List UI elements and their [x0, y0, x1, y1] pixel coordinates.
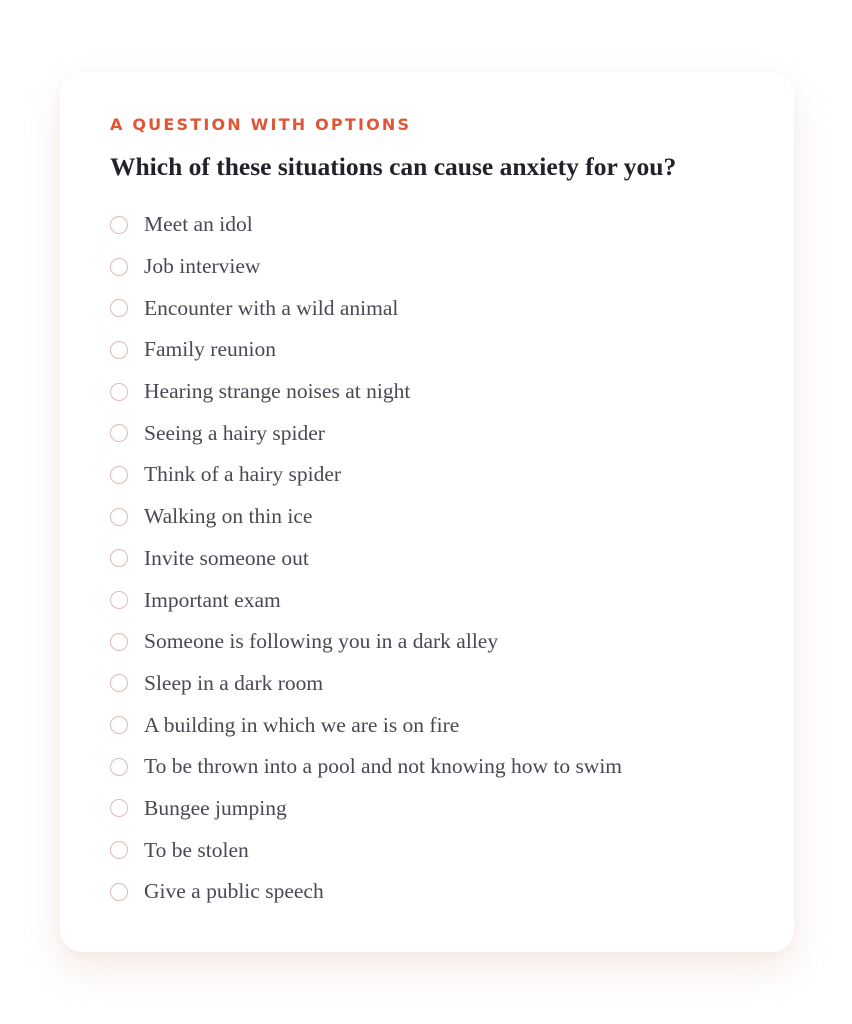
- radio-button[interactable]: [110, 674, 128, 692]
- option-item[interactable]: [110, 287, 744, 329]
- radio-button[interactable]: [110, 841, 128, 859]
- option-label: A building in which we are is on fire: [144, 712, 460, 737]
- radio-button[interactable]: [110, 299, 128, 317]
- option-item[interactable]: [110, 246, 744, 288]
- radio-button[interactable]: [110, 591, 128, 609]
- option-label: Seeing a hairy spider: [144, 420, 325, 445]
- option-item[interactable]: [110, 663, 744, 705]
- radio-button[interactable]: [110, 883, 128, 901]
- radio-button[interactable]: [110, 383, 128, 401]
- option-item[interactable]: [110, 412, 744, 454]
- option-label: Important exam: [144, 587, 281, 612]
- radio-button[interactable]: [110, 799, 128, 817]
- radio-button[interactable]: [110, 466, 128, 484]
- options-list: [110, 204, 744, 913]
- option-label: Sleep in a dark room: [144, 670, 324, 695]
- option-item[interactable]: [110, 496, 744, 538]
- option-label: Give a public speech: [144, 879, 324, 904]
- option-label: Hearing strange noises at night: [144, 379, 411, 404]
- option-label: Bungee jumping: [144, 795, 287, 820]
- radio-button[interactable]: [110, 758, 128, 776]
- option-label: Job interview: [144, 254, 261, 279]
- option-item[interactable]: [110, 538, 744, 580]
- radio-button[interactable]: [110, 549, 128, 567]
- option-item[interactable]: [110, 746, 744, 788]
- option-label: To be stolen: [144, 837, 249, 862]
- option-label: Think of a hairy spider: [144, 462, 342, 487]
- option-item[interactable]: [110, 621, 744, 663]
- question-title: Which of these situations can cause anxiety for you?: [110, 152, 677, 181]
- option-label: Family reunion: [144, 337, 276, 362]
- option-item[interactable]: [110, 788, 744, 830]
- option-label: Meet an idol: [144, 212, 253, 237]
- option-item[interactable]: [110, 829, 744, 871]
- radio-button[interactable]: [110, 508, 128, 526]
- option-item[interactable]: [110, 704, 744, 746]
- radio-button[interactable]: [110, 424, 128, 442]
- option-label: Walking on thin ice: [144, 504, 313, 529]
- option-item[interactable]: [110, 329, 744, 371]
- question-type-label: A QUESTION WITH OPTIONS: [110, 115, 412, 134]
- option-item[interactable]: [110, 371, 744, 413]
- radio-button[interactable]: [110, 216, 128, 234]
- radio-button[interactable]: [110, 341, 128, 359]
- option-label: To be thrown into a pool and not knowing how to swim: [144, 754, 623, 779]
- radio-button[interactable]: [110, 716, 128, 734]
- option-label: Encounter with a wild animal: [144, 295, 399, 320]
- question-card: [60, 72, 794, 952]
- option-item[interactable]: [110, 204, 744, 246]
- option-item[interactable]: [110, 579, 744, 621]
- option-item[interactable]: [110, 871, 744, 913]
- option-label: Someone is following you in a dark alley: [144, 629, 499, 654]
- option-label: Invite someone out: [144, 545, 309, 570]
- option-item[interactable]: [110, 454, 744, 496]
- radio-button[interactable]: [110, 633, 128, 651]
- radio-button[interactable]: [110, 258, 128, 276]
